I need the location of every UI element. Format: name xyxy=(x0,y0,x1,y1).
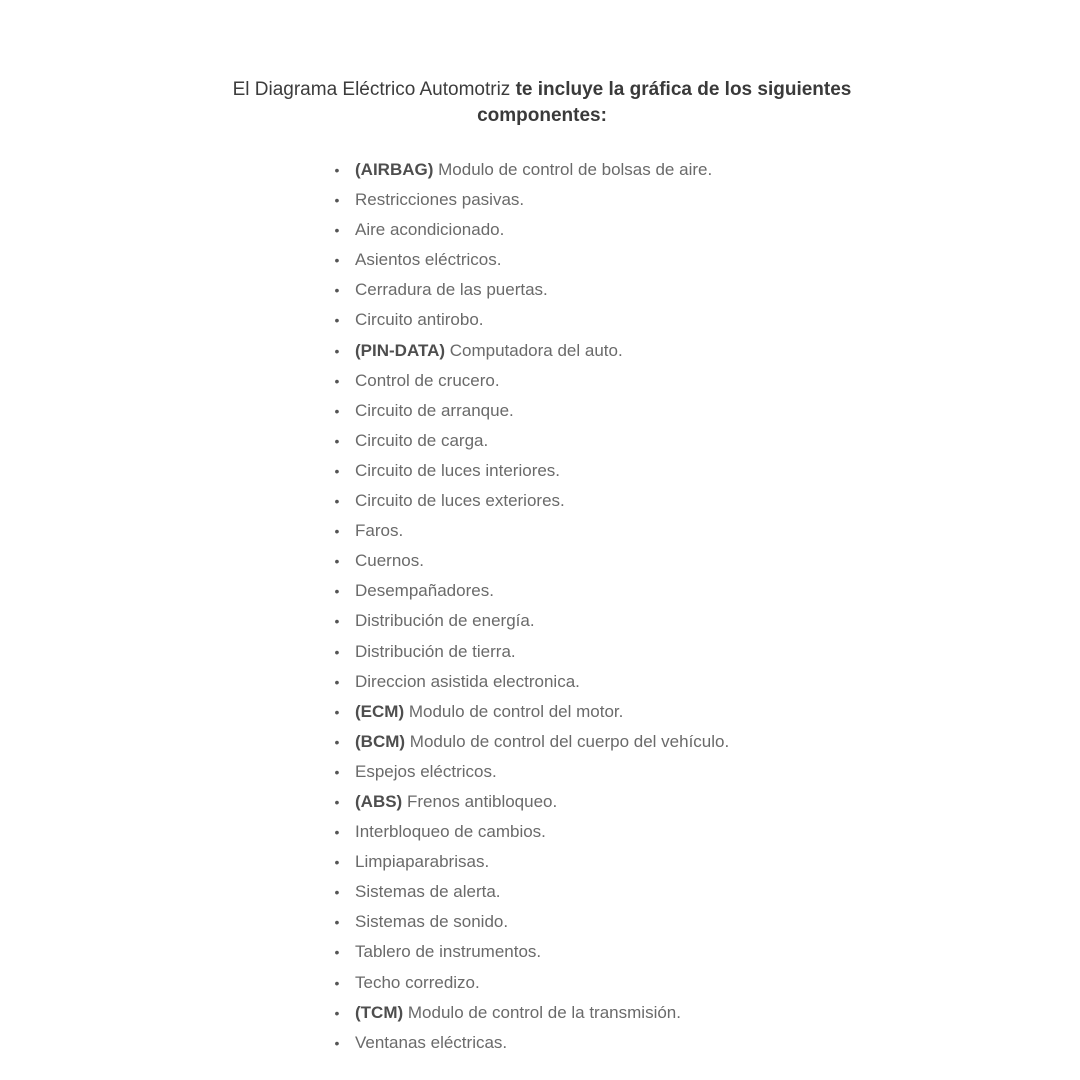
item-abbreviation: (ECM) xyxy=(355,701,405,721)
list-item xyxy=(332,396,729,426)
item-text: Desempañadores. xyxy=(355,581,494,601)
bullet-icon: • xyxy=(334,462,340,479)
bullet-icon: • xyxy=(334,914,340,931)
bullet-icon: • xyxy=(334,553,340,570)
item-text: Modulo de control de la transmisión. xyxy=(407,1002,681,1022)
list-item xyxy=(332,456,729,486)
list-item xyxy=(332,817,729,847)
list-item xyxy=(332,697,729,727)
list-item xyxy=(332,426,729,456)
list-item xyxy=(332,1028,729,1058)
list-item xyxy=(332,185,729,215)
list-item xyxy=(332,937,729,967)
item-text: Limpiaparabrisas. xyxy=(355,852,490,872)
list-item xyxy=(332,366,729,396)
intro-plain-text: El Diagrama Eléctrico Automotriz xyxy=(232,79,511,100)
list-item xyxy=(332,637,729,667)
intro-paragraph xyxy=(200,77,884,129)
bullet-icon: • xyxy=(334,222,340,239)
item-abbreviation: (BCM) xyxy=(355,731,406,751)
item-text: Tablero de instrumentos. xyxy=(355,942,542,962)
bullet-icon: • xyxy=(334,252,340,269)
list-item xyxy=(332,486,729,516)
intro-bold-text: te incluye la gráfica de los siguientes componentes: xyxy=(477,79,852,126)
bullet-icon: • xyxy=(334,613,340,630)
item-text: Circuito de luces interiores. xyxy=(355,460,561,480)
item-abbreviation: (AIRBAG) xyxy=(355,160,434,179)
item-text: Restricciones pasivas. xyxy=(355,190,525,210)
item-text: Faros. xyxy=(355,521,404,541)
item-text: Ventanas eléctricas. xyxy=(355,1032,508,1052)
bullet-icon: • xyxy=(334,1004,340,1021)
item-text: Asientos eléctricos. xyxy=(355,250,502,270)
bullet-icon: • xyxy=(334,312,340,329)
item-text: Modulo de control del motor. xyxy=(408,701,624,721)
list-item xyxy=(332,275,729,305)
list-item xyxy=(332,546,729,576)
bullet-icon: • xyxy=(334,432,340,449)
list-item xyxy=(332,727,729,757)
list-item xyxy=(332,215,729,245)
bullet-icon: • xyxy=(334,824,340,841)
list-item xyxy=(332,305,729,335)
bullet-icon: • xyxy=(334,703,340,720)
bullet-icon: • xyxy=(334,733,340,750)
bullet-icon: • xyxy=(334,372,340,389)
list-item xyxy=(332,576,729,606)
list-item xyxy=(332,516,729,546)
item-text: Techo corredizo. xyxy=(355,972,480,992)
component-list xyxy=(332,155,729,1058)
list-item xyxy=(332,757,729,787)
item-text: Cerradura de las puertas. xyxy=(355,280,548,300)
item-text: Distribución de energía. xyxy=(355,611,535,631)
bullet-icon: • xyxy=(334,523,340,540)
bullet-icon: • xyxy=(334,192,340,209)
bullet-icon: • xyxy=(334,974,340,991)
bullet-icon: • xyxy=(334,402,340,419)
list-item xyxy=(332,155,729,185)
bullet-icon: • xyxy=(334,884,340,901)
list-item xyxy=(332,998,729,1028)
item-text: Direccion asistida electronica. xyxy=(355,671,580,691)
item-text: Frenos antibloqueo. xyxy=(406,791,558,811)
list-item xyxy=(332,336,729,366)
bullet-icon: • xyxy=(334,793,340,810)
item-text: Sistemas de sonido. xyxy=(355,912,509,932)
list-item xyxy=(332,877,729,907)
item-abbreviation: (TCM) xyxy=(355,1002,404,1022)
bullet-icon: • xyxy=(334,162,340,178)
item-abbreviation: (ABS) xyxy=(355,791,403,811)
bullet-icon: • xyxy=(334,763,340,780)
list-item xyxy=(332,847,729,877)
bullet-icon: • xyxy=(334,342,340,359)
item-text: Sistemas de alerta. xyxy=(355,882,501,902)
item-text: Espejos eléctricos. xyxy=(355,761,497,781)
list-item xyxy=(332,968,729,998)
bullet-icon: • xyxy=(334,643,340,660)
bullet-icon: • xyxy=(334,673,340,690)
list-item xyxy=(332,606,729,636)
item-abbreviation: (PIN-DATA) xyxy=(355,340,446,360)
bullet-icon: • xyxy=(334,583,340,600)
item-text: Control de crucero. xyxy=(355,370,500,390)
item-text: Modulo de control de bolsas de aire. xyxy=(438,160,713,179)
item-text: Circuito de carga. xyxy=(355,430,489,450)
bullet-icon: • xyxy=(334,1034,340,1051)
list-item xyxy=(332,907,729,937)
bullet-icon: • xyxy=(334,493,340,510)
item-text: Distribución de tierra. xyxy=(355,641,516,661)
item-text: Circuito de luces exteriores. xyxy=(355,491,565,511)
item-text: Cuernos. xyxy=(355,551,424,571)
list-item xyxy=(332,245,729,275)
item-text: Modulo de control del cuerpo del vehículo. xyxy=(409,731,730,751)
bullet-icon: • xyxy=(334,282,340,299)
item-text: Circuito de arranque. xyxy=(355,400,514,420)
item-text: Interbloqueo de cambios. xyxy=(355,822,546,842)
item-text: Aire acondicionado. xyxy=(355,220,505,240)
list-item xyxy=(332,667,729,697)
item-text: Computadora del auto. xyxy=(449,340,623,360)
list-item xyxy=(332,787,729,817)
bullet-icon: • xyxy=(334,854,340,871)
bullet-icon: • xyxy=(334,944,340,961)
item-text: Circuito antirobo. xyxy=(355,310,484,330)
